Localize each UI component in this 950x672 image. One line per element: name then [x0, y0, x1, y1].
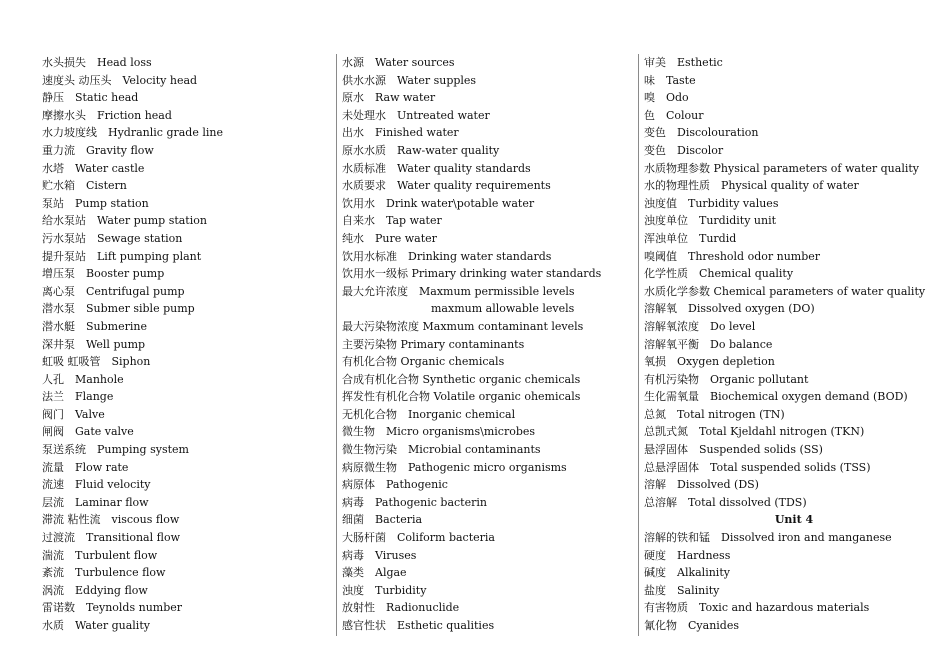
glossary-entry: 氰化物 Cyanides — [644, 619, 739, 632]
glossary-entry: 藻类 Algae — [342, 566, 407, 580]
glossary-entry: 微生物 Micro organisms\microbes — [342, 425, 536, 439]
glossary-entry: 病原微生物 Pathogenic micro organisms — [342, 460, 567, 474]
glossary-entry: 深井泵 Well pump — [42, 337, 146, 351]
glossary-entry: 滞流 粘性流 viscous flow — [42, 513, 180, 527]
glossary-entry: 水质标准 Water quality standards — [342, 161, 531, 175]
column-divider — [336, 54, 337, 636]
glossary-entry: 有机污染物 Organic pollutant — [644, 372, 809, 386]
glossary-entry: 挥发性有机化合物 Volatile organic ohemicals — [342, 390, 581, 404]
glossary-entry: 合成有机化合物 Synthetic organic chemicals — [342, 372, 581, 386]
glossary-entry: 虹吸 虹吸管 Siphon — [42, 355, 151, 369]
glossary-entry: 水塔 Water castle — [42, 161, 145, 175]
glossary-entry: 化学性质 Chemical quality — [644, 267, 794, 281]
glossary-entry: 饮用水标准 Drinking water standards — [342, 249, 552, 263]
glossary-entry: 变色 Discolor — [644, 143, 724, 157]
glossary-entry: 供水水源 Water supples — [342, 73, 477, 87]
glossary-entry: 水源 Water sources — [342, 56, 455, 69]
glossary-entry: 味 Taste — [644, 73, 696, 87]
glossary-entry: 病毒 Pathogenic bacterin — [342, 495, 487, 509]
glossary-entry: 紊流 Turbulence flow — [42, 566, 166, 580]
glossary-entry: maxmum allowable levels — [431, 302, 575, 316]
glossary-entry: 潜水艇 Submerine — [42, 319, 147, 333]
glossary-entry: 总悬浮固体 Total suspended solids (TSS) — [644, 460, 871, 474]
glossary-entry: 生化需氧量 Biochemical oxygen demand (BOD) — [644, 390, 908, 404]
glossary-entry: 雷诺数 Teynolds number — [42, 601, 183, 615]
glossary-entry: 盐度 Salinity — [644, 583, 720, 597]
glossary-entry: 贮水箱 Cistern — [42, 179, 127, 193]
glossary-entry: 泵送系统 Pumping system — [42, 443, 189, 457]
glossary-entry: 总溶解 Total dissolved (TDS) — [644, 495, 807, 509]
glossary-entry: 最大允许浓度 Maxmum permissible levels — [342, 284, 575, 298]
glossary-entry: 无机化合物 Inorganic chemical — [342, 407, 516, 421]
glossary-entry: 浊度 Turbidity — [342, 583, 427, 597]
glossary-entry: 感官性状 Esthetic qualities — [342, 619, 495, 632]
glossary-entry: 闸阀 Gate valve — [42, 425, 134, 439]
glossary-entry: 病毒 Viruses — [342, 548, 417, 562]
glossary-entry: 大肠杆菌 Coliform bacteria — [342, 531, 495, 545]
glossary-entry: 嗅 Odo — [644, 91, 689, 105]
glossary-entry: 层流 Laminar flow — [42, 495, 149, 509]
glossary-entry: 污水泵站 Sewage station — [42, 231, 183, 245]
glossary-entry: 静压 Static head — [42, 91, 139, 105]
glossary-entry: 溶解氧浓度 Do level — [644, 319, 756, 333]
glossary-entry: 有害物质 Toxic and hazardous materials — [644, 601, 870, 615]
glossary-entry: 放射性 Radionuclide — [342, 601, 460, 615]
glossary-entry: 湍流 Turbulent flow — [42, 548, 158, 562]
glossary-entry: 人孔 Manhole — [42, 372, 124, 386]
glossary-entry: 水头损失 Head loss — [42, 56, 152, 69]
glossary-column-2 — [342, 54, 632, 635]
glossary-entry: 饮用水一级标 Primary drinking water standards — [342, 267, 602, 281]
glossary-entry: 病原体 Pathogenic — [342, 478, 448, 492]
glossary-entry: 变色 Discolouration — [644, 126, 759, 140]
glossary-entry: 氧损 Oxygen depletion — [644, 355, 775, 369]
glossary-entry: 原水 Raw water — [342, 91, 436, 105]
glossary-entry: 原水水质 Raw-water quality — [342, 143, 500, 157]
glossary-entry: 浊度单位 Turdidity unit — [644, 214, 777, 228]
glossary-entry: 溶解氧平衡 Do balance — [644, 337, 773, 351]
glossary-entry: 给水泵站 Water pump station — [42, 214, 207, 228]
glossary-entry: 硬度 Hardness — [644, 548, 731, 562]
column-divider — [638, 54, 639, 636]
glossary-entry: 离心泵 Centrifugal pump — [42, 284, 185, 298]
glossary-entry: 浊度值 Turbidity values — [644, 196, 779, 210]
glossary-entry: 水的物理性质 Physical quality of water — [644, 179, 859, 193]
glossary-entry: 溶解氧 Dissolved oxygen (DO) — [644, 302, 815, 316]
glossary-entry: 提升泵站 Lift pumping plant — [42, 249, 202, 263]
glossary-entry: 细菌 Bacteria — [342, 513, 423, 527]
glossary-entry: 流量 Flow rate — [42, 460, 129, 474]
glossary-entry: 重力流 Gravity flow — [42, 143, 154, 157]
glossary-entry: 水质物理参数 Physical parameters of water quality — [644, 161, 919, 175]
glossary-entry: 水质要求 Water quality requirements — [342, 179, 551, 193]
glossary-entry: 摩擦水头 Friction head — [42, 108, 172, 122]
glossary-entry: 溶解的铁和锰 Dissolved iron and manganese — [644, 531, 892, 545]
glossary-entry: 微生物污染 Microbial contaminants — [342, 443, 541, 457]
glossary-entry: 最大污染物浓度 Maxmum contaminant levels — [342, 319, 584, 333]
glossary-entry: 总凯式氮 Total Kjeldahl nitrogen (TKN) — [644, 425, 865, 439]
glossary-entry: 饮用水 Drink water\potable water — [342, 196, 535, 210]
glossary-entry: 有机化合物 Organic chemicals — [342, 355, 505, 369]
glossary-entry: 主要污染物 Primary contaminants — [342, 337, 525, 351]
glossary-entry: 悬浮固体 Suspended solids (SS) — [644, 443, 823, 457]
glossary-entry: 法兰 Flange — [42, 390, 114, 404]
glossary-column-3 — [644, 54, 944, 635]
glossary-entry: 泵站 Pump station — [42, 196, 149, 210]
glossary-entry: 出水 Finished water — [342, 126, 459, 140]
glossary-entry: 未处理水 Untreated water — [342, 108, 490, 122]
glossary-entry: 浑浊单位 Turdid — [644, 231, 737, 245]
glossary-entry: 涡流 Eddying flow — [42, 583, 148, 597]
glossary-entry: 流速 Fluid velocity — [42, 478, 151, 492]
glossary-entry: 过渡流 Transitional flow — [42, 531, 180, 545]
glossary-entry: 速度头 动压头 Velocity head — [42, 73, 198, 87]
glossary-entry: 水质化学参数 Chemical parameters of water quality — [644, 284, 926, 298]
glossary-entry: 增压泵 Booster pump — [42, 267, 165, 281]
glossary-entry: 水质 Water guality — [42, 619, 150, 632]
glossary-entry: 阀门 Valve — [42, 407, 105, 421]
unit-heading: Unit 4 — [774, 513, 814, 527]
glossary-entry: 嗅阈值 Threshold odor number — [644, 249, 821, 263]
glossary-entry: 溶解 Dissolved (DS) — [644, 478, 759, 492]
glossary-column-1 — [42, 54, 330, 635]
glossary-entry: 自来水 Tap water — [342, 214, 442, 228]
glossary-entry: 审美 Esthetic — [644, 56, 723, 69]
glossary-entry: 总氮 Total nitrogen (TN) — [644, 407, 785, 421]
glossary-entry: 纯水 Pure water — [342, 231, 437, 245]
glossary-entry: 碱度 Alkalinity — [644, 566, 730, 580]
glossary-entry: 色 Colour — [644, 108, 704, 122]
glossary-entry: 水力坡度线 Hydranlic grade line — [42, 126, 223, 140]
glossary-entry: 潜水泵 Submer sible pump — [42, 302, 195, 316]
